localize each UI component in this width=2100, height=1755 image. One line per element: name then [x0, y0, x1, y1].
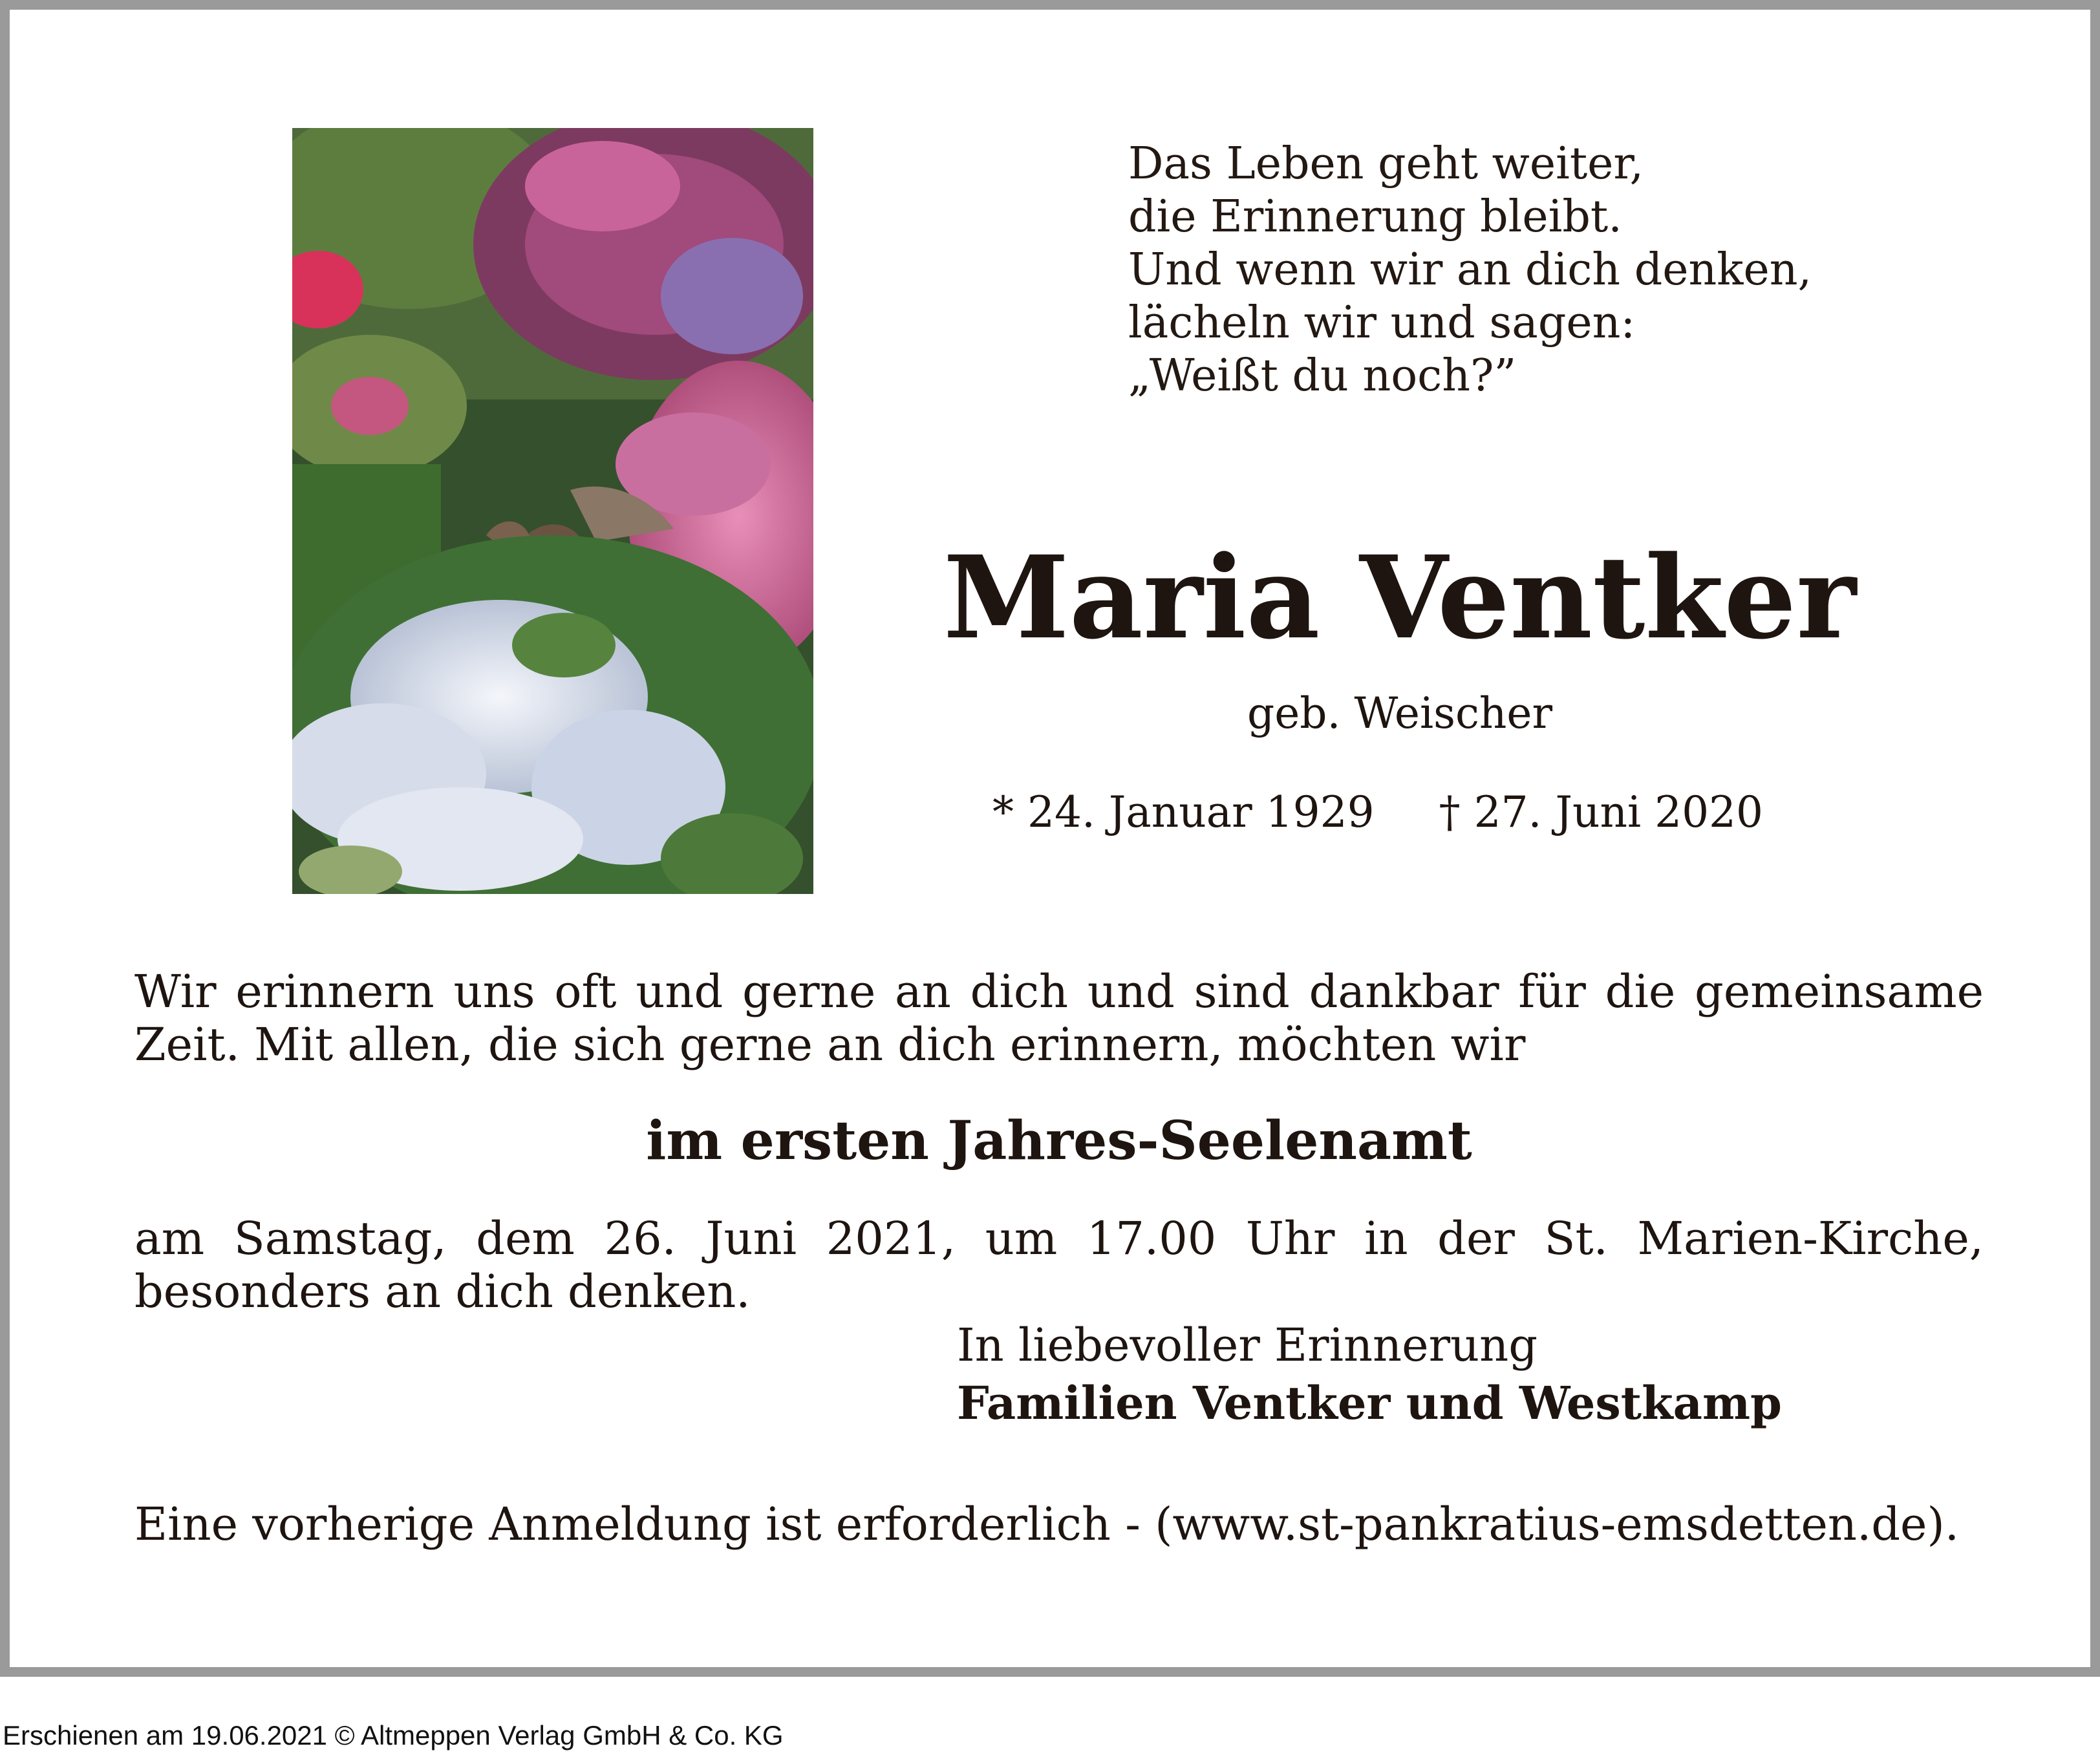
- closing-signature: [957, 1316, 1782, 1432]
- event-title: im ersten Jahres-Seelenamt: [646, 1110, 1472, 1172]
- life-dates: [992, 787, 1763, 838]
- family-signature: Familien Ventker und Westkamp: [957, 1376, 1782, 1430]
- birth-date: * 24. Januar 1929: [992, 787, 1375, 837]
- garden-flowers-image: [292, 128, 813, 894]
- poem-line: Das Leben geht weiter,: [1128, 138, 1644, 189]
- deceased-name: Maria Ventker: [943, 531, 1857, 665]
- garden-flowers-photo: [292, 128, 813, 894]
- poem-line: „Weißt du noch?”: [1128, 350, 1517, 401]
- memorial-poem: [1128, 138, 1812, 403]
- birth-name: geb. Weischer: [1247, 688, 1553, 738]
- closing-line: In liebevoller Erinnerung: [957, 1319, 1538, 1372]
- poem-line: lächeln wir und sagen:: [1128, 297, 1636, 348]
- poem-line: Und wenn wir an dich denken,: [1128, 244, 1812, 295]
- poem-line: die Erinnerung bleibt.: [1128, 191, 1622, 242]
- death-date: † 27. Juni 2020: [1439, 787, 1764, 837]
- event-details: am Samstag, dem 26. Juni 2021, um 17.00 Uhr in der St. Marien-Kirche, besonders an dich denken.: [134, 1212, 1984, 1318]
- intro-paragraph: Wir erinnern uns oft und gerne an dich und sind dankbar für die gemeinsame Zeit. Mit allen, die sich gerne an dich erinnern, möchten wir: [134, 965, 1984, 1071]
- publication-footer: Erschienen am 19.06.2021 © Altmeppen Verlag GmbH & Co. KG: [3, 1720, 784, 1750]
- registration-note: Eine vorherige Anmeldung ist erforderlich - (www.st-pankratius-emsdetten.de).: [134, 1498, 1960, 1551]
